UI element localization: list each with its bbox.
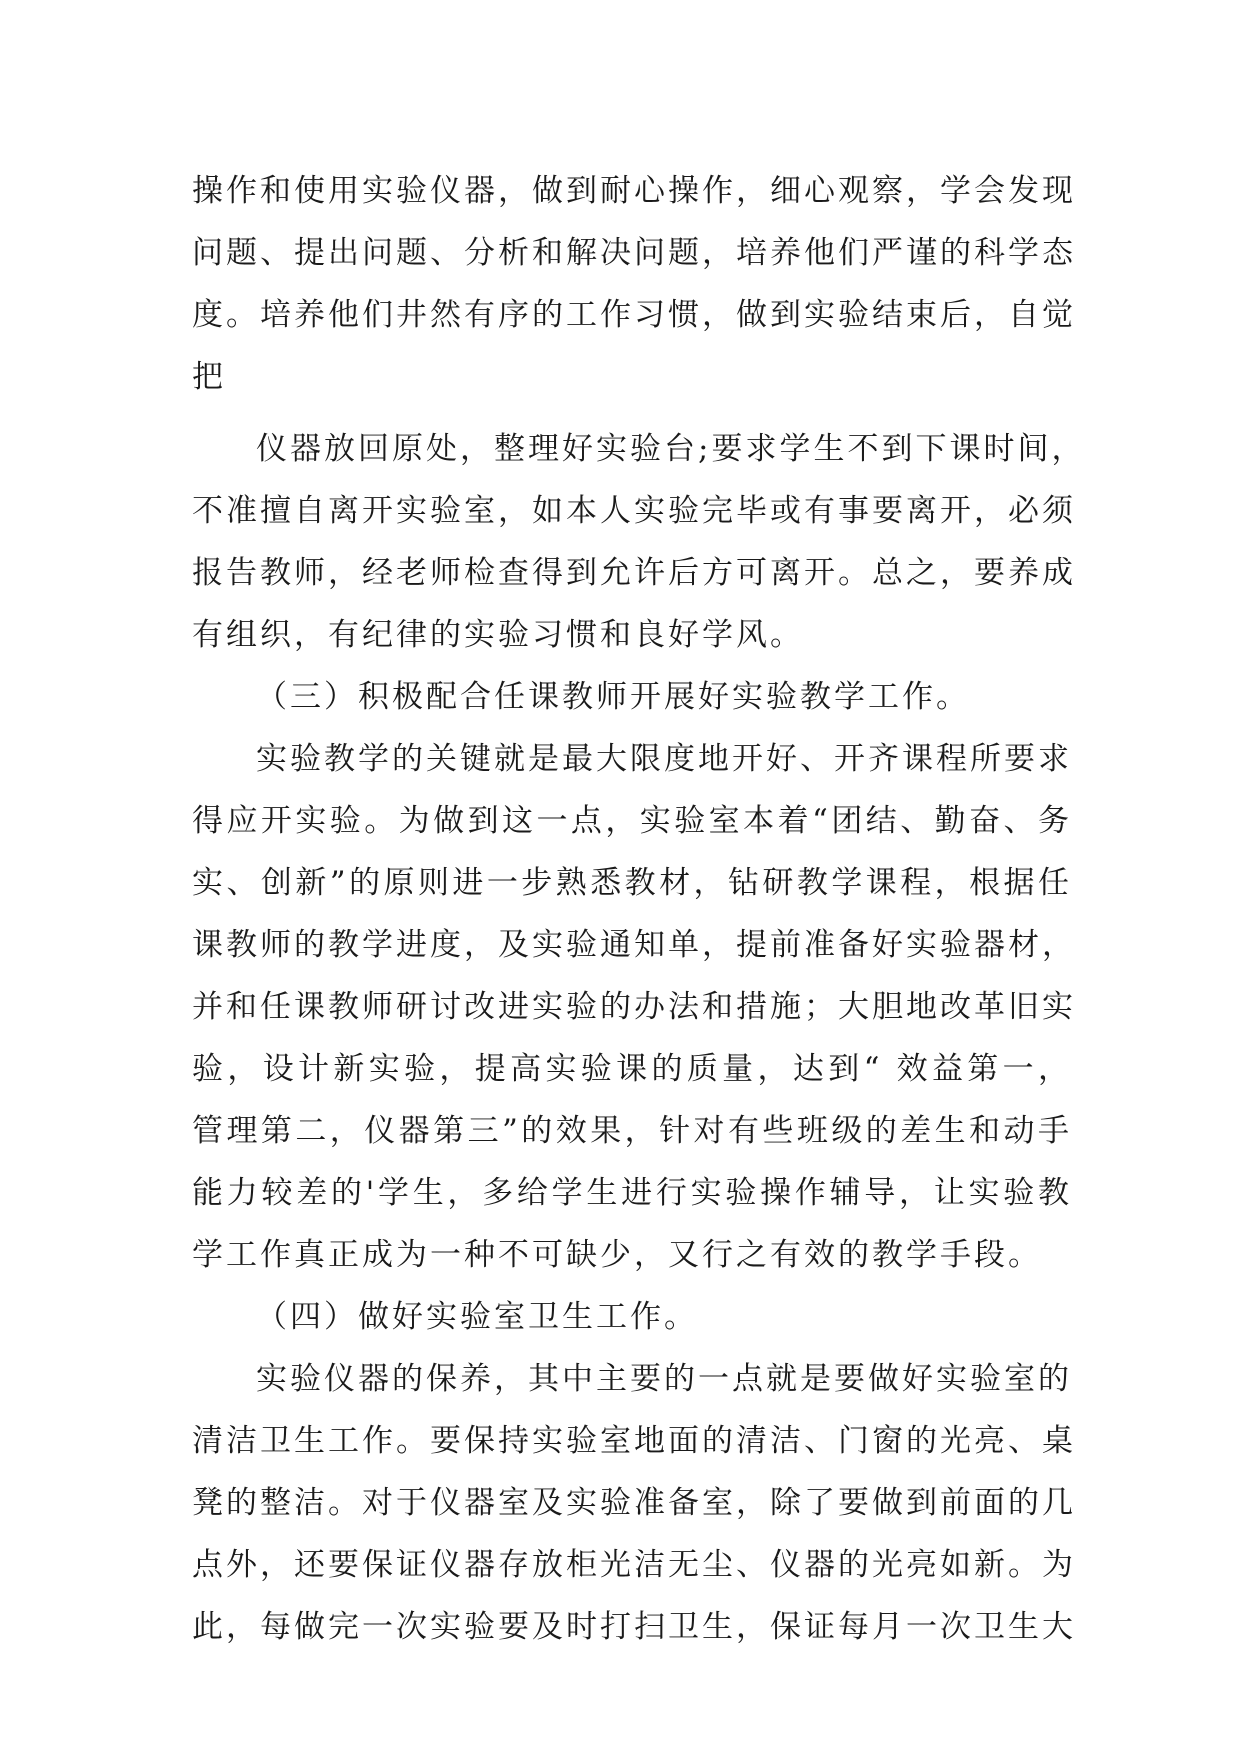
- text-line: 报告教师，经老师检查得到允许后方可离开。总之，要养成: [192, 555, 1076, 591]
- section-heading: （四）做好实验室卫生工作。: [256, 1299, 698, 1335]
- text-line: 问题、提出问题、分析和解决问题，培养他们严谨的科学态: [192, 235, 1076, 271]
- text-line: 度。培养他们井然有序的工作习惯，做到实验结束后，自觉: [192, 297, 1076, 333]
- text-line: 课教师的教学进度，及实验通知单，提前准备好实验器材，: [192, 927, 1076, 963]
- text-line: 并和任课教师研讨改进实验的办法和措施；大胆地改革旧实: [192, 989, 1076, 1025]
- section-heading: （三）积极配合任课教师开展好实验教学工作。: [256, 679, 970, 715]
- text-line: 不准擅自离开实验室，如本人实验完毕或有事要离开，必须: [192, 493, 1076, 529]
- text-line: 凳的整洁。对于仪器室及实验准备室，除了要做到前面的几: [192, 1485, 1076, 1521]
- text-line: 把: [192, 359, 226, 395]
- paragraph-start-line: 实验仪器的保养，其中主要的一点就是要做好实验室的: [256, 1361, 1072, 1397]
- text-line: 得应开实验。为做到这一点，实验室本着“团结、勤奋、务: [192, 803, 1072, 839]
- text-line: 验，设计新实验，提高实验课的质量，达到“ 效益第一，: [192, 1051, 1072, 1087]
- text-line: 清洁卫生工作。要保持实验室地面的清洁、门窗的光亮、桌: [192, 1423, 1076, 1459]
- text-line: 有组织，有纪律的实验习惯和良好学风。: [192, 617, 804, 653]
- paragraph-start-line: 仪器放回原处，整理好实验台;要求学生不到下课时间，: [256, 431, 1086, 467]
- document-body: [192, 160, 1086, 1658]
- text-line: 此，每做完一次实验要及时打扫卫生，保证每月一次卫生大: [192, 1609, 1076, 1645]
- text-line: 学工作真正成为一种不可缺少，又行之有效的教学手段。: [192, 1237, 1042, 1273]
- text-line: 点外，还要保证仪器存放柜光洁无尘、仪器的光亮如新。为: [192, 1547, 1076, 1583]
- text-line: 操作和使用实验仪器，做到耐心操作，细心观察，学会发现: [192, 173, 1076, 209]
- text-line: 实、创新”的原则进一步熟悉教材，钻研教学课程，根据任: [192, 865, 1072, 901]
- text-line: 管理第二，仪器第三”的效果，针对有些班级的差生和动手: [192, 1113, 1072, 1149]
- text-line: 能力较差的'学生，多给学生进行实验操作辅导，让实验教: [192, 1175, 1072, 1211]
- paragraph-start-line: 实验教学的关键就是最大限度地开好、开齐课程所要求: [256, 741, 1072, 777]
